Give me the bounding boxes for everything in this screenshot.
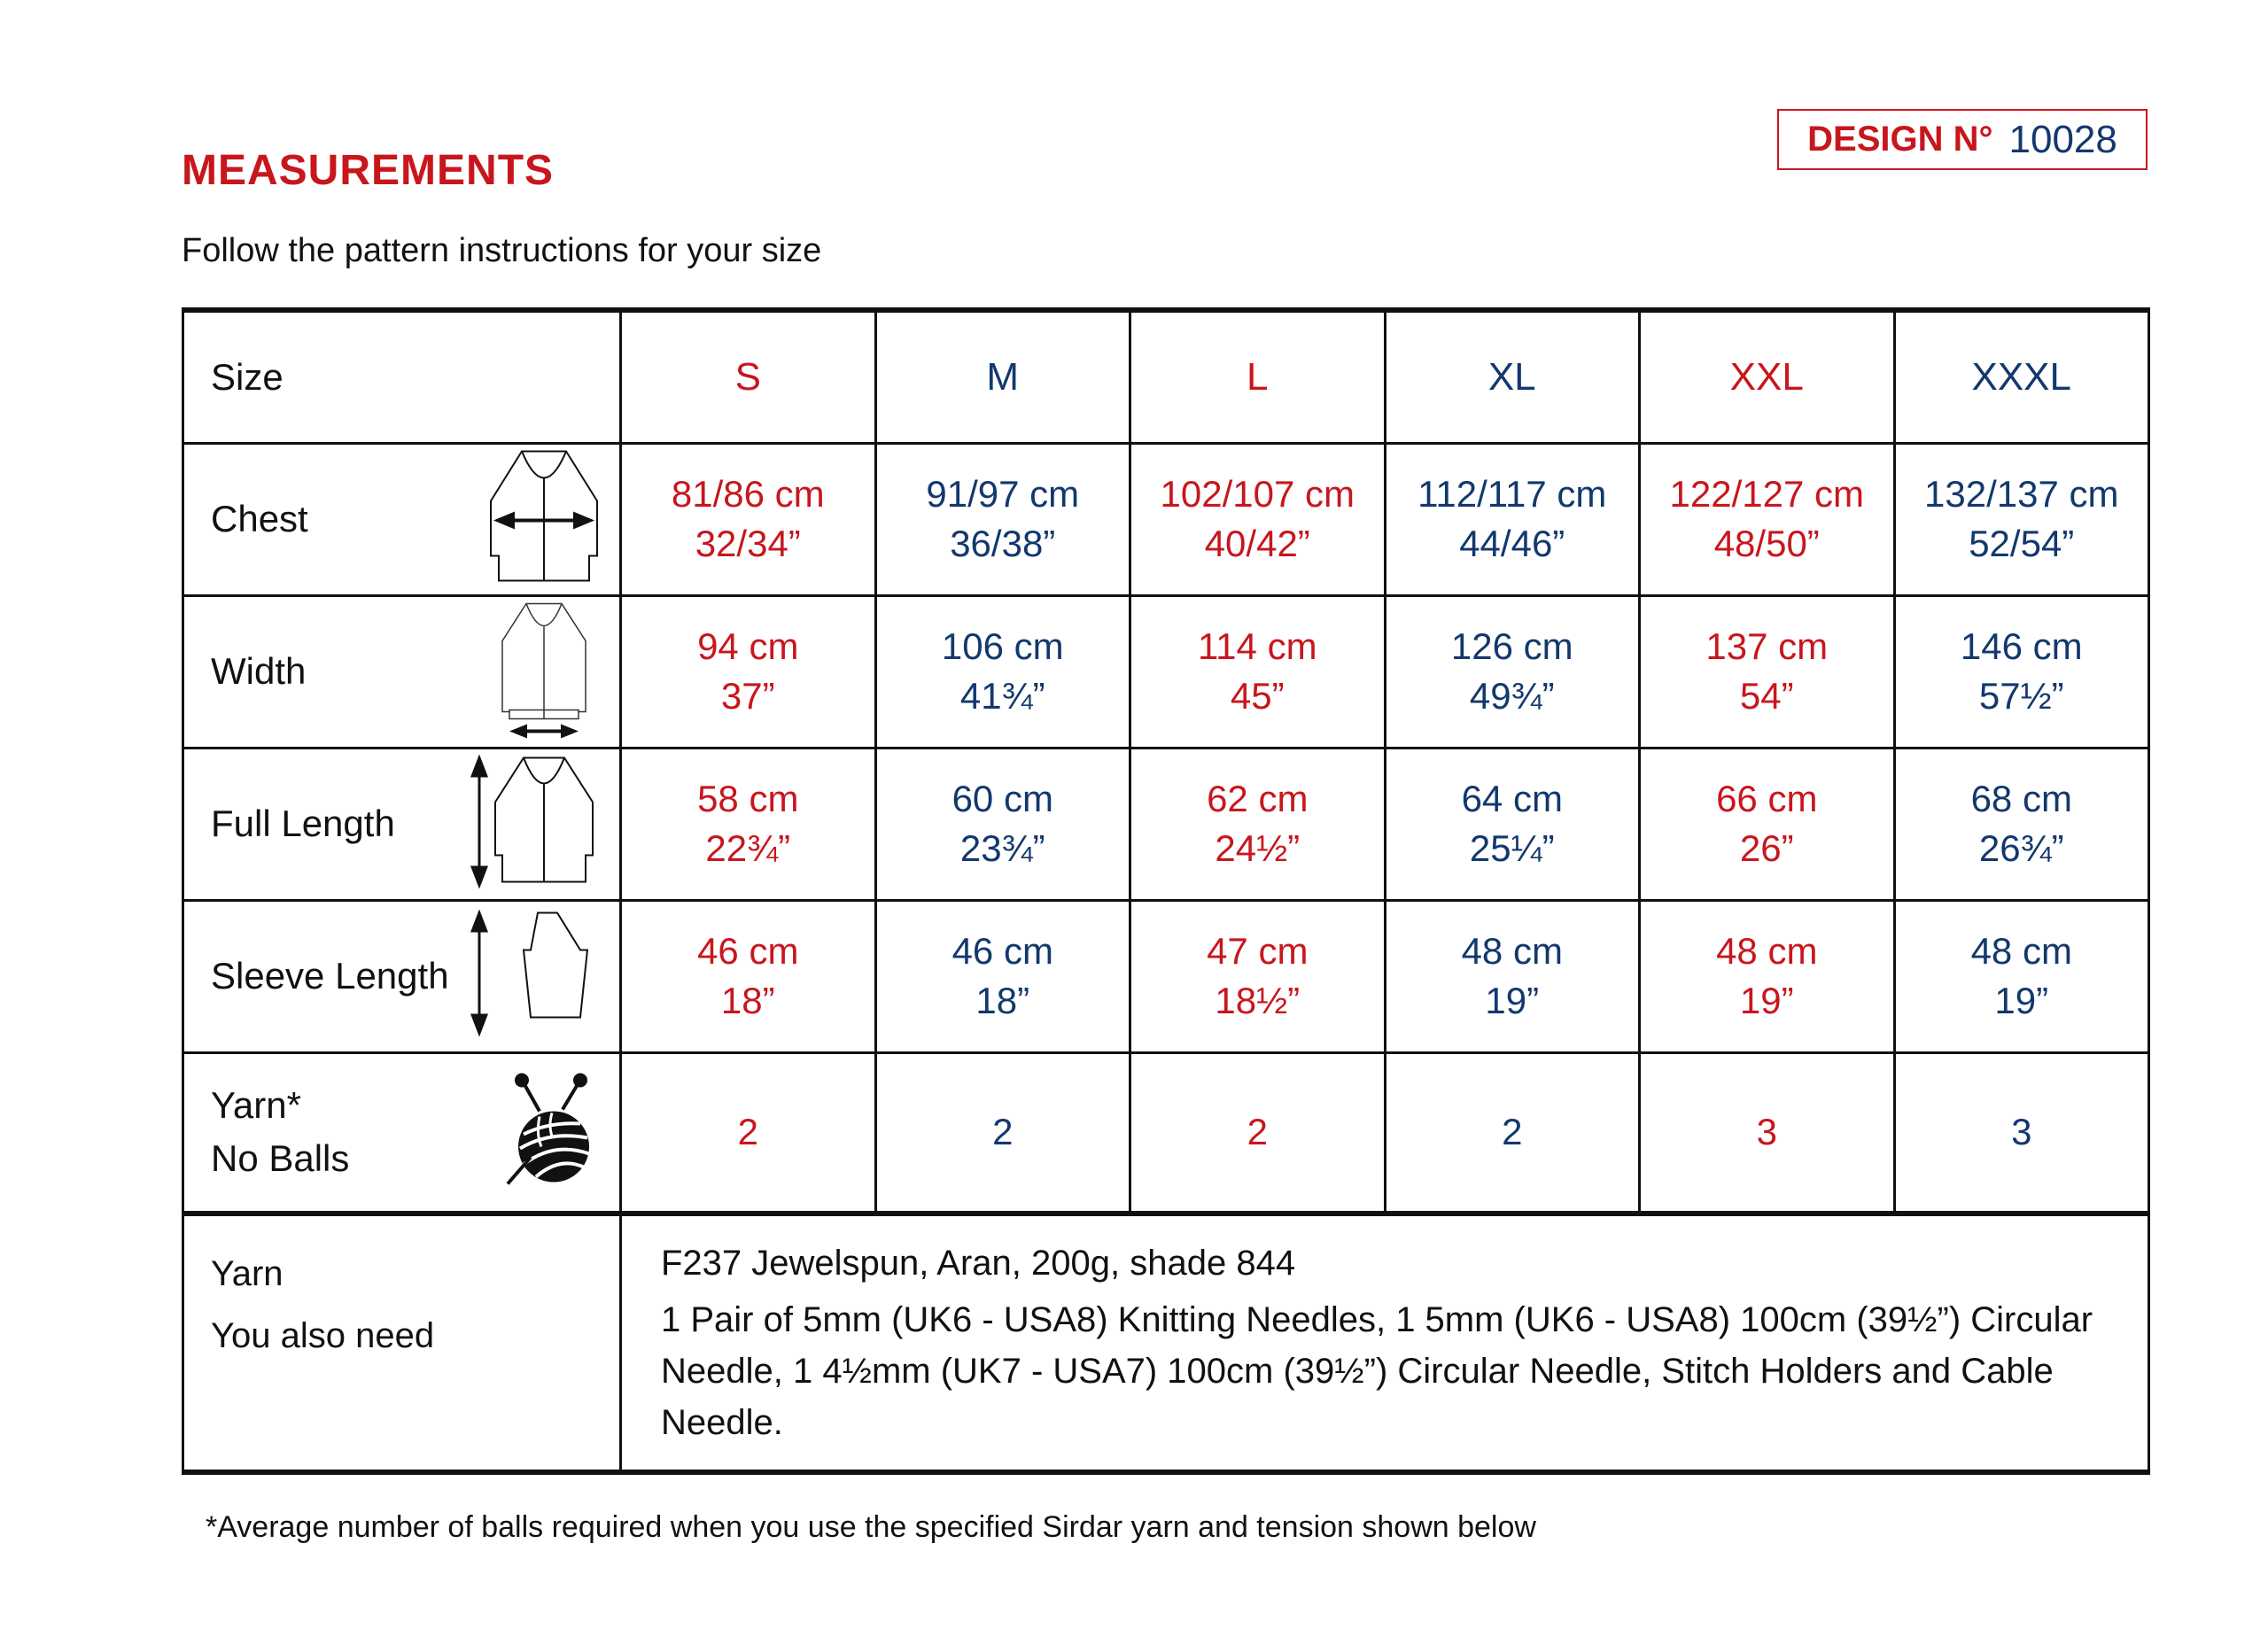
full-length-xl: 64 cm 25¼” (1385, 748, 1640, 900)
also-need-value: 1 Pair of 5mm (UK6 - USA8) Knitting Needles, 1 5mm (UK6 - USA8) 100cm (39½”) Circular Needle, 1 4½mm (UK7 - USA7) 100cm (39½”) Circular Needle, Stitch Holders and Cable Needle. (661, 1300, 2093, 1442)
size-l: L (1130, 310, 1386, 443)
chest-m: 91/97 cm 36/38” (875, 443, 1130, 595)
full-length-xxxl: 68 cm 26¾” (1894, 748, 2149, 900)
full-length-s: 58 cm 22¾” (621, 748, 876, 900)
chest-s: 81/86 cm 32/34” (621, 443, 876, 595)
sleeve-length-m: 46 cm 18” (875, 900, 1130, 1052)
yarn-balls-label: Yarn* No Balls (211, 1084, 350, 1180)
size-header-cell (183, 310, 621, 443)
sleeve-length-xxxl: 48 cm 19” (1894, 900, 2149, 1052)
balls-l: 2 (1130, 1052, 1386, 1214)
sleeve-length-row (183, 900, 2149, 1052)
width-s: 94 cm 37” (621, 595, 876, 748)
full-length-label: Full Length (211, 803, 395, 844)
sleeve-length-label: Sleeve Length (211, 955, 449, 997)
design-number: 10028 (2008, 117, 2117, 161)
size-header: Size (211, 355, 284, 398)
design-label: DESIGN N° (1807, 120, 1993, 159)
chest-xxl: 122/127 cm 48/50” (1640, 443, 1895, 595)
yarn-ball-icon (504, 1073, 593, 1192)
cardigan-chest-width-icon (486, 448, 602, 591)
size-s: S (621, 310, 876, 443)
also-need-label: You also need (211, 1316, 435, 1355)
yarn-balls-row (183, 1052, 2149, 1214)
sleeve-length-xxl: 48 cm 19” (1640, 900, 1895, 1052)
full-length-m: 60 cm 23¾” (875, 748, 1130, 900)
width-m: 106 cm 41¾” (875, 595, 1130, 748)
width-xxl: 137 cm 54” (1640, 595, 1895, 748)
width-l: 114 cm 45” (1130, 595, 1386, 748)
materials-content-cell (621, 1214, 2149, 1472)
size-xxl: XXL (1640, 310, 1895, 443)
cardigan-hem-width-icon (486, 601, 602, 743)
sleeve-length-xl: 48 cm 19” (1385, 900, 1640, 1052)
full-length-l: 62 cm 24½” (1130, 748, 1386, 900)
cardigan-full-length-icon (469, 753, 602, 896)
materials-label-cell (183, 1214, 621, 1472)
balls-m: 2 (875, 1052, 1130, 1214)
size-m: M (875, 310, 1130, 443)
size-row (183, 310, 2149, 443)
full-length-label-cell (183, 748, 621, 900)
chest-xxxl: 132/137 cm 52/54” (1894, 443, 2149, 595)
sleeve-length-icon (469, 908, 602, 1045)
full-length-row (183, 748, 2149, 900)
width-xxxl: 146 cm 57½” (1894, 595, 2149, 748)
yarn-value: F237 Jewelspun, Aran, 200g, shade 844 (661, 1244, 1296, 1283)
balls-s: 2 (621, 1052, 876, 1214)
chest-xl: 112/117 cm 44/46” (1385, 443, 1640, 595)
width-label-cell (183, 595, 621, 748)
sleeve-length-s: 46 cm 18” (621, 900, 876, 1052)
balls-xxxl: 3 (1894, 1052, 2149, 1214)
materials-row (183, 1214, 2149, 1472)
measurements-table (182, 307, 2150, 1475)
chest-label-cell (183, 443, 621, 595)
width-xl: 126 cm 49¾” (1385, 595, 1640, 748)
size-xl: XL (1385, 310, 1640, 443)
chest-label: Chest (211, 498, 308, 539)
chest-row (183, 443, 2149, 595)
page-title: MEASUREMENTS (182, 147, 555, 194)
width-label: Width (211, 650, 307, 692)
yarn-balls-label-cell (183, 1052, 621, 1214)
size-xxxl: XXXL (1894, 310, 2149, 443)
sleeve-length-l: 47 cm 18½” (1130, 900, 1386, 1052)
yarn-label: Yarn (211, 1254, 284, 1293)
chest-l: 102/107 cm 40/42” (1130, 443, 1386, 595)
balls-xxl: 3 (1640, 1052, 1895, 1214)
width-row (183, 595, 2149, 748)
footnote: *Average number of balls required when you use the specified Sirdar yarn and tension shown below (206, 1510, 1536, 1544)
design-number-box (1777, 109, 2148, 170)
subtitle: Follow the pattern instructions for your size (182, 232, 822, 269)
sleeve-length-label-cell (183, 900, 621, 1052)
full-length-xxl: 66 cm 26” (1640, 748, 1895, 900)
balls-xl: 2 (1385, 1052, 1640, 1214)
